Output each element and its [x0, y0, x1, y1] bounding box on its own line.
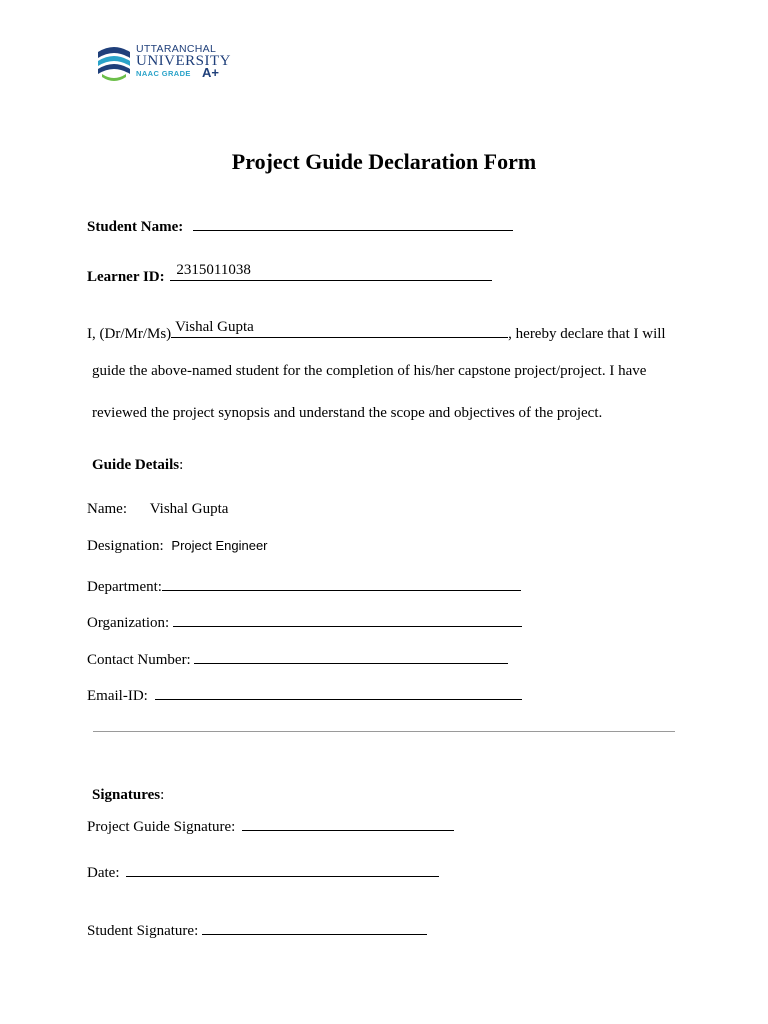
date-field[interactable]	[126, 860, 439, 877]
email-row	[87, 683, 522, 705]
designation-label: Designation:	[87, 538, 164, 554]
learner-id-field[interactable]	[170, 264, 492, 281]
date-row	[87, 860, 439, 882]
designation-value: Project Engineer	[171, 538, 268, 553]
student-name-row	[87, 214, 513, 236]
signatures-heading	[92, 787, 164, 804]
guide-name-label: Name:	[87, 501, 127, 517]
logo-line1: UTTARANCHAL	[136, 43, 217, 55]
logo-grade: A+	[202, 65, 219, 80]
student-signature-label: Student Signature:	[87, 923, 199, 939]
organization-field[interactable]	[173, 610, 522, 627]
department-field[interactable]	[162, 574, 521, 591]
guide-name-detail-value: Vishal Gupta	[149, 501, 229, 517]
guide-details-colon: :	[179, 457, 184, 473]
logo-line3: NAAC GRADE	[136, 69, 191, 78]
learner-id-row	[87, 264, 492, 286]
contact-number-field[interactable]	[194, 647, 508, 664]
declaration-line2: guide the above-named student for the completion of his/her capstone project/project. I have	[92, 363, 647, 379]
department-row	[87, 574, 521, 596]
learner-id-value: 2315011038	[176, 262, 251, 278]
date-label: Date:	[87, 865, 120, 881]
contact-number-label: Contact Number:	[87, 652, 191, 668]
student-signature-row	[87, 918, 427, 940]
guide-signature-row	[87, 814, 454, 836]
signatures-title: Signatures	[92, 787, 161, 803]
organization-label: Organization:	[87, 615, 170, 631]
department-label: Department:	[87, 579, 162, 595]
guide-signature-field[interactable]	[242, 814, 454, 831]
email-label: Email-ID:	[87, 688, 148, 704]
guide-details-heading	[92, 457, 183, 474]
university-logo	[96, 42, 231, 82]
signatures-colon: :	[160, 787, 165, 803]
university-emblem-icon	[96, 44, 132, 82]
guide-signature-label: Project Guide Signature:	[87, 819, 236, 835]
declaration-suffix: , hereby declare that I will	[508, 326, 666, 342]
student-name-field[interactable]	[193, 214, 513, 231]
declaration-prefix: I, (Dr/Mr/Ms)	[87, 326, 172, 342]
declaration-line1	[87, 321, 666, 343]
declaration-line3: reviewed the project synopsis and understand the scope and objectives of the project.	[92, 405, 603, 421]
guide-name-row	[87, 501, 228, 518]
section-divider	[93, 731, 675, 732]
guide-name-value: Vishal Gupta	[175, 319, 254, 335]
contact-number-row	[87, 647, 508, 669]
organization-row	[87, 610, 522, 632]
email-field[interactable]	[155, 683, 522, 700]
guide-name-field[interactable]	[171, 321, 508, 338]
student-name-label: Student Name:	[87, 219, 184, 235]
logo-line2: UNIVERSITY	[136, 53, 231, 69]
designation-row	[87, 538, 268, 555]
student-signature-field[interactable]	[202, 918, 427, 935]
page-title: Project Guide Declaration Form	[231, 149, 537, 174]
guide-details-title: Guide Details	[92, 457, 180, 473]
learner-id-label: Learner ID:	[87, 269, 165, 285]
